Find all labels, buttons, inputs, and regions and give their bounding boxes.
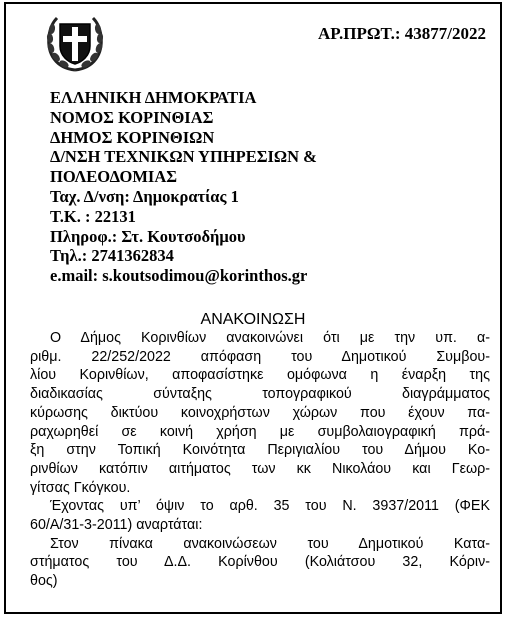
document-page: [4, 2, 502, 614]
header-postal-code: Τ.Κ. : 22131: [50, 206, 136, 226]
body-line: θος): [30, 573, 58, 590]
announcement-title: ΑΝΑΚΟΙΝΩΣΗ: [200, 311, 306, 328]
protocol-number: ΑΡ.ΠΡΩΤ.: 43877/2022: [317, 24, 486, 43]
header-contact-person: Πληροφ.: Στ. Κουτσοδήμου: [50, 226, 246, 246]
header-municipality: ΔΗΜΟΣ ΚΟΡΙΝΘΙΩΝ: [50, 127, 215, 147]
body-line: λίου Κορινθίων, αποφασίστηκε ομόφωνα η έναρξη της: [30, 367, 490, 384]
header-phone: Τηλ.: 2741362834: [50, 246, 174, 266]
sender-header: [50, 88, 317, 286]
body-line: γίτσας Γκόγκου.: [30, 479, 131, 496]
body-line: διαδικασίας σύνταξης τοπογραφικού διαγράμματος: [30, 386, 490, 403]
announcement-body: [30, 329, 490, 591]
greek-coat-of-arms-icon: [44, 12, 106, 74]
header-department: Δ/ΝΣΗ ΤΕΧΝΙΚΩΝ ΥΠΗΡΕΣΙΩΝ &: [50, 147, 317, 167]
body-line: Στον πίνακα ανακοινώσεων του Δημοτικού Κατα-: [50, 535, 490, 552]
body-line: Έχοντας υπ’ όψιν το αρθ. 35 του Ν. 3937/2011 (ΦΕΚ: [50, 498, 490, 515]
header-country: ΕΛΛΗΝΙΚΗ ΔΗΜΟΚΡΑΤΙΑ: [50, 88, 257, 107]
header-department-cont: ΠΟΛΕΟΔΟΜΙΑΣ: [50, 167, 178, 187]
body-line: ρινθίων κατόπιν αιτήματος των κκ Νικολάου και Γεωρ-: [30, 460, 490, 477]
body-line: ξη στην Τοπική Κοινότητα Περιγιαλίου του Δήμου Κο-: [30, 442, 490, 459]
body-line: κύρωσης δικτύου κοινοχρήστων χώρων που έχουν πα-: [30, 404, 490, 421]
body-line: Ο Δήμος Κορινθίων ανακοινώνει ότι με την υπ. α-: [50, 330, 490, 346]
body-line: στήματος του Δ.Δ. Κορίνθου (Κολιάτσου 32, Κόριν-: [30, 554, 490, 571]
body-line: ριθμ. 22/252/2022 απόφαση του Δημοτικού Συμβου-: [30, 348, 490, 365]
body-line: 60/Α/31-3-2011) αναρτάται:: [30, 517, 203, 534]
header-prefecture: ΝΟΜΟΣ ΚΟΡΙΝΘΙΑΣ: [50, 107, 214, 127]
body-line: ραχωρηθεί σε κοινή χρήση με συμβολαιογραφική πρά-: [30, 423, 490, 440]
header-address: Ταχ. Δ/νση: Δημοκρατίας 1: [50, 186, 239, 206]
header-email: e.mail: s.koutsodimou@korinthos.gr: [50, 266, 308, 286]
